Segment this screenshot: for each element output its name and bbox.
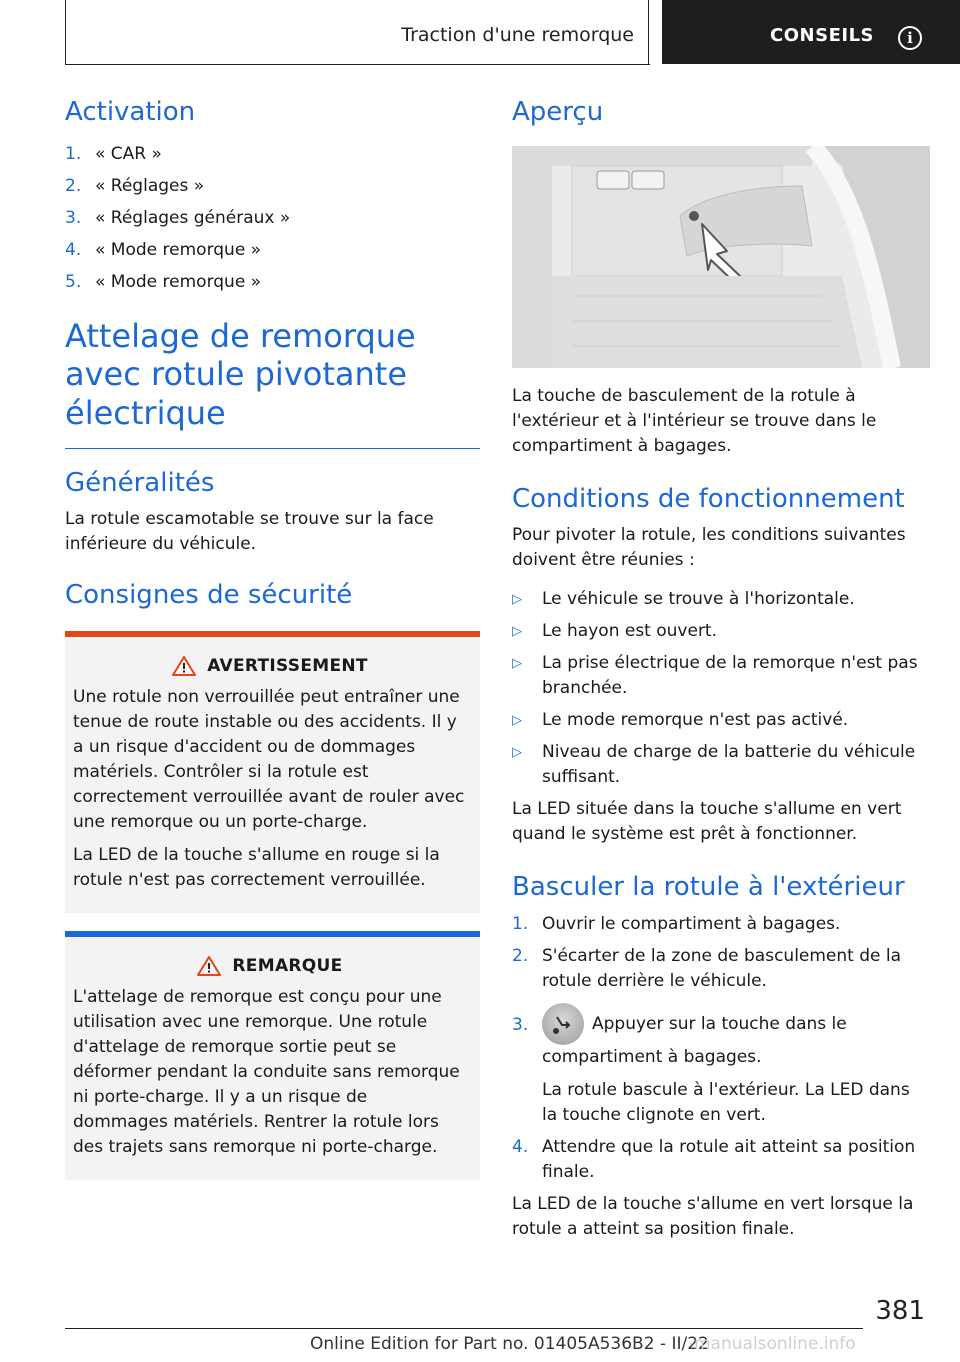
- page-number: 381: [875, 1296, 925, 1326]
- bullet-triangle-icon: ▷: [512, 712, 522, 728]
- edition-text: Online Edition for Part no. 01405A536B2 - II/22: [310, 1334, 709, 1354]
- warning-title: AVERTISSEMENT: [207, 655, 368, 676]
- note-header: [73, 955, 466, 977]
- conditions-heading: Conditions de fonctionnement: [512, 483, 905, 514]
- list-item: 5. « Mode remorque »: [65, 271, 262, 292]
- list-item: 2. S'écarter de la zone de basculement de la rotule derrière le véhicule.: [512, 946, 902, 992]
- generalites-heading: Généralités: [65, 467, 215, 498]
- list-item: ▷ Le hayon est ouvert.: [512, 619, 930, 644]
- notice-triangle-icon: [196, 955, 222, 977]
- note-text: L'attelage de remorque est conçu pour une utilisation avec une remorque. Une rotule d'attelage de remorque sortie peut se déformer pendant la conduite sans remorque ni porte-charge. Il y a un risque de dommages matériels. Rentrer la rotule lors des trajets sans remorque ni porte-charge.: [73, 986, 460, 1157]
- footer-rule: [65, 1328, 863, 1329]
- activation-list: [65, 142, 480, 295]
- header-rule: [65, 64, 650, 65]
- warning-led-text: La LED de la touche s'allume en rouge si la rotule n'est pas correctement verrouillée.: [73, 844, 440, 890]
- list-item: ▷ Le mode remorque n'est pas activé.: [512, 708, 930, 733]
- generalites-text: La rotule escamotable se trouve sur la face inférieure du véhicule.: [65, 508, 434, 554]
- note-box: [65, 931, 480, 1180]
- list-item: ▷ Le véhicule se trouve à l'horizontale.: [512, 587, 930, 612]
- conditions-outro: La LED située dans la touche s'allume en vert quand le système est prêt à fonctionner.: [512, 798, 902, 844]
- trunk-photo: [512, 146, 930, 368]
- note-title: REMARQUE: [232, 955, 343, 976]
- list-item: 3. « Réglages généraux »: [65, 207, 291, 228]
- activation-heading: Activation: [65, 97, 196, 127]
- left-column: [65, 96, 480, 1180]
- step-sub-text: La rotule bascule à l'extérieur. La LED dans la touche clignote en vert.: [542, 1080, 910, 1126]
- apercu-text: La touche de basculement de la rotule à l'extérieur et à l'intérieur se trouve dans le compartiment à bagages.: [512, 385, 877, 456]
- header-tab: [662, 0, 960, 64]
- conditions-list: [512, 587, 930, 790]
- warning-triangle-icon: [171, 655, 197, 677]
- warning-header: [73, 655, 466, 677]
- apercu-heading: Aperçu: [512, 97, 604, 127]
- basculer-heading: Basculer la rotule à l'extérieur: [512, 871, 905, 902]
- bullet-triangle-icon: ▷: [512, 744, 522, 760]
- final-text: La LED de la touche s'allume en vert lorsque la rotule a atteint sa position finale.: [512, 1194, 914, 1240]
- list-item: 2. « Réglages »: [65, 175, 205, 196]
- securite-heading: Consignes de sécurité: [65, 579, 353, 610]
- warning-box: [65, 631, 480, 913]
- basculer-list: [512, 912, 930, 1185]
- bullet-triangle-icon: ▷: [512, 655, 522, 671]
- list-item: ▷ Niveau de charge de la batterie du véhicule suffisant.: [512, 741, 916, 787]
- heading-rule: [65, 448, 480, 449]
- right-column: [512, 96, 930, 1242]
- trailer-hitch-button-icon: [542, 1003, 584, 1045]
- watermark: manualsonline.info: [694, 1334, 856, 1354]
- list-item: 1. Ouvrir le compartiment à bagages.: [512, 914, 841, 935]
- bullet-triangle-icon: ▷: [512, 623, 522, 639]
- warning-text: Une rotule non verrouillée peut entraîner une tenue de route instable ou des accidents. Il y a un risque d'accident ou de dommages matériels. Contrôler si la rotule est correctement verrouillée avant de rouler avec une remorque ou un porte-charge.: [73, 686, 465, 832]
- trunk-illustration: [512, 146, 930, 368]
- main-heading: Attelage de remorque avec rotule pivotante électrique: [65, 316, 416, 432]
- bullet-triangle-icon: ▷: [512, 591, 522, 607]
- list-item: ▷ La prise électrique de la remorque n'est pas branchée.: [512, 652, 918, 698]
- section-title: Traction d'une remorque: [401, 24, 634, 46]
- list-item: 3. Appuyer sur la touche dans le compartiment à bagages. La rotule bascule à l'extérieur. La LED dans la touche clignote en vert.: [512, 1003, 930, 1128]
- tab-conseils: CONSEILS: [770, 25, 874, 46]
- conditions-intro: Pour pivoter la rotule, les conditions suivantes doivent être réunies :: [512, 524, 906, 570]
- info-icon: i: [898, 26, 922, 50]
- header-divider: [648, 0, 649, 64]
- list-item: 4. Attendre que la rotule ait atteint sa position finale.: [512, 1137, 916, 1183]
- list-item: 4. « Mode remorque »: [65, 239, 262, 260]
- list-item: 1. « CAR »: [65, 143, 162, 164]
